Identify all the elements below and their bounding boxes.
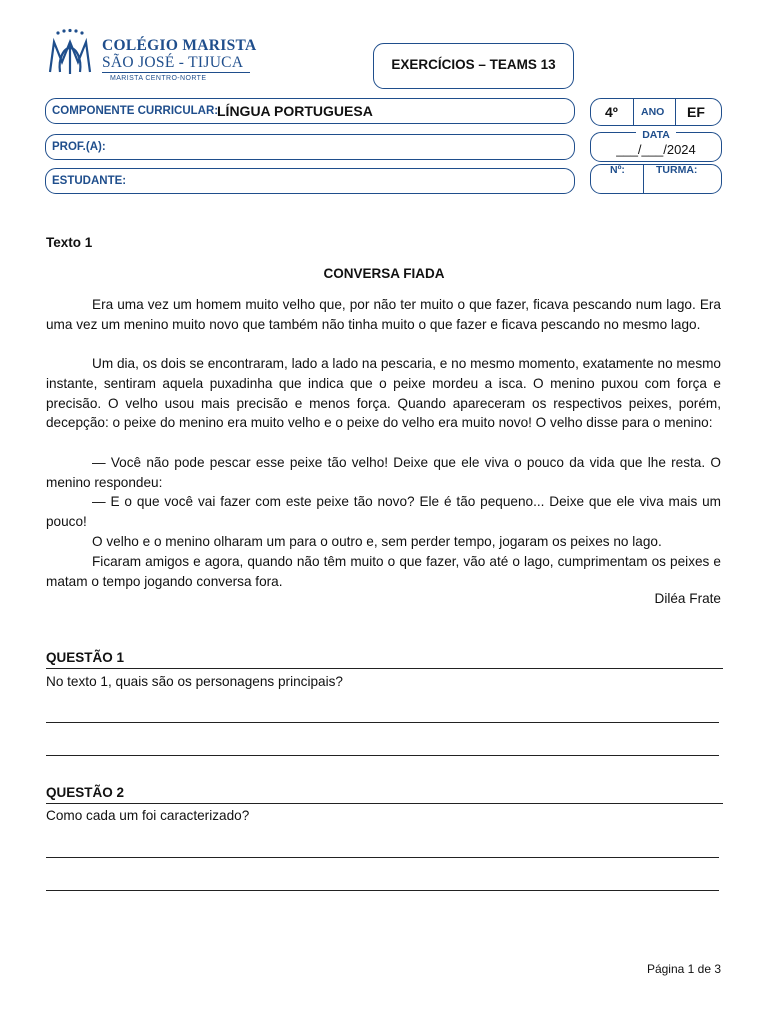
date-value: ___/___/2024 bbox=[616, 142, 696, 157]
logo-divider bbox=[102, 72, 250, 73]
answer-line[interactable] bbox=[46, 857, 719, 858]
question-1-title: QUESTÃO 1 bbox=[46, 650, 125, 665]
answer-line[interactable] bbox=[46, 722, 719, 723]
answer-line[interactable] bbox=[46, 755, 719, 756]
component-label: COMPONENTE CURRICULAR: bbox=[52, 105, 219, 117]
school-name-line2: SÃO JOSÉ - TIJUCA bbox=[102, 54, 244, 71]
exercise-title-box bbox=[373, 43, 574, 89]
grade-label: ANO bbox=[641, 106, 665, 118]
number-label: Nº: bbox=[610, 164, 625, 176]
answer-line[interactable] bbox=[46, 890, 719, 891]
section-label: Texto 1 bbox=[46, 235, 93, 250]
level-value: EF bbox=[687, 104, 705, 120]
grade-box bbox=[590, 98, 722, 126]
author: Diléa Frate bbox=[654, 591, 721, 606]
component-field bbox=[45, 98, 575, 124]
paragraph-3: — Você não pode pescar esse peixe tão velho! Deixe que ele viva o pouco da vida que lhe resta. O menino respondeu: bbox=[46, 455, 721, 490]
prof-field[interactable] bbox=[45, 134, 575, 160]
question-2-rule bbox=[46, 803, 723, 804]
question-2-prompt: Como cada um foi caracterizado? bbox=[46, 808, 250, 823]
school-logo bbox=[44, 28, 259, 90]
paragraph-1: Era uma vez um homem muito velho que, por não ter muito o que fazer, ficava pescando num lago. Era uma vez um menino muito novo que também não tinha muito o que fazer e ficava pescando no mesmo lago. bbox=[46, 297, 721, 332]
marist-monogram-icon bbox=[44, 28, 96, 78]
component-value: LÍNGUA PORTUGUESA bbox=[217, 103, 373, 119]
paragraph-5: O velho e o menino olharam um para o outro e, sem perder tempo, jogaram os peixes no lago. bbox=[92, 534, 662, 549]
text-title: CONVERSA FIADA bbox=[323, 266, 445, 281]
date-box[interactable] bbox=[590, 129, 722, 162]
school-tagline: MARISTA CENTRO-NORTE bbox=[110, 75, 207, 82]
question-2-title: QUESTÃO 2 bbox=[46, 785, 125, 800]
date-label: DATA bbox=[636, 129, 676, 141]
number-class-box[interactable] bbox=[590, 164, 722, 194]
school-name-line1: COLÉGIO MARISTA bbox=[102, 37, 257, 54]
student-label: ESTUDANTE: bbox=[52, 175, 127, 187]
question-1-prompt: No texto 1, quais são os personagens principais? bbox=[46, 674, 343, 689]
question-1-rule bbox=[46, 668, 723, 669]
student-field[interactable] bbox=[45, 168, 575, 194]
class-label: TURMA: bbox=[656, 164, 698, 176]
paragraph-6: Ficaram amigos e agora, quando não têm muito o que fazer, vão até o lago, cumprimentam os peixes e matam o tempo jogando conversa fora. bbox=[46, 554, 721, 589]
exercise-title: EXERCÍCIOS – TEAMS 13 bbox=[391, 57, 556, 72]
page-number: Página 1 de 3 bbox=[646, 962, 721, 976]
grade-value: 4º bbox=[605, 104, 618, 120]
prof-label: PROF.(A): bbox=[52, 141, 106, 153]
paragraph-2: Um dia, os dois se encontraram, lado a lado na pescaria, e no mesmo momento, exatamente no mesmo instante, sentiram aquela puxadinha que indica que o peixe mordeu a isca. O menino puxou com força e precisão. O velho usou mais precisão e menos força. Quando apareceram os respectivos peixes, porém, decepção: o peixe do menino era muito velho e o peixe do velho era muito novo! O velho disse para o menino: bbox=[46, 356, 721, 431]
paragraph-4: — E o que você vai fazer com este peixe tão novo? Ele é tão pequeno... Deixe que ele viva mais um pouco! bbox=[46, 494, 721, 529]
